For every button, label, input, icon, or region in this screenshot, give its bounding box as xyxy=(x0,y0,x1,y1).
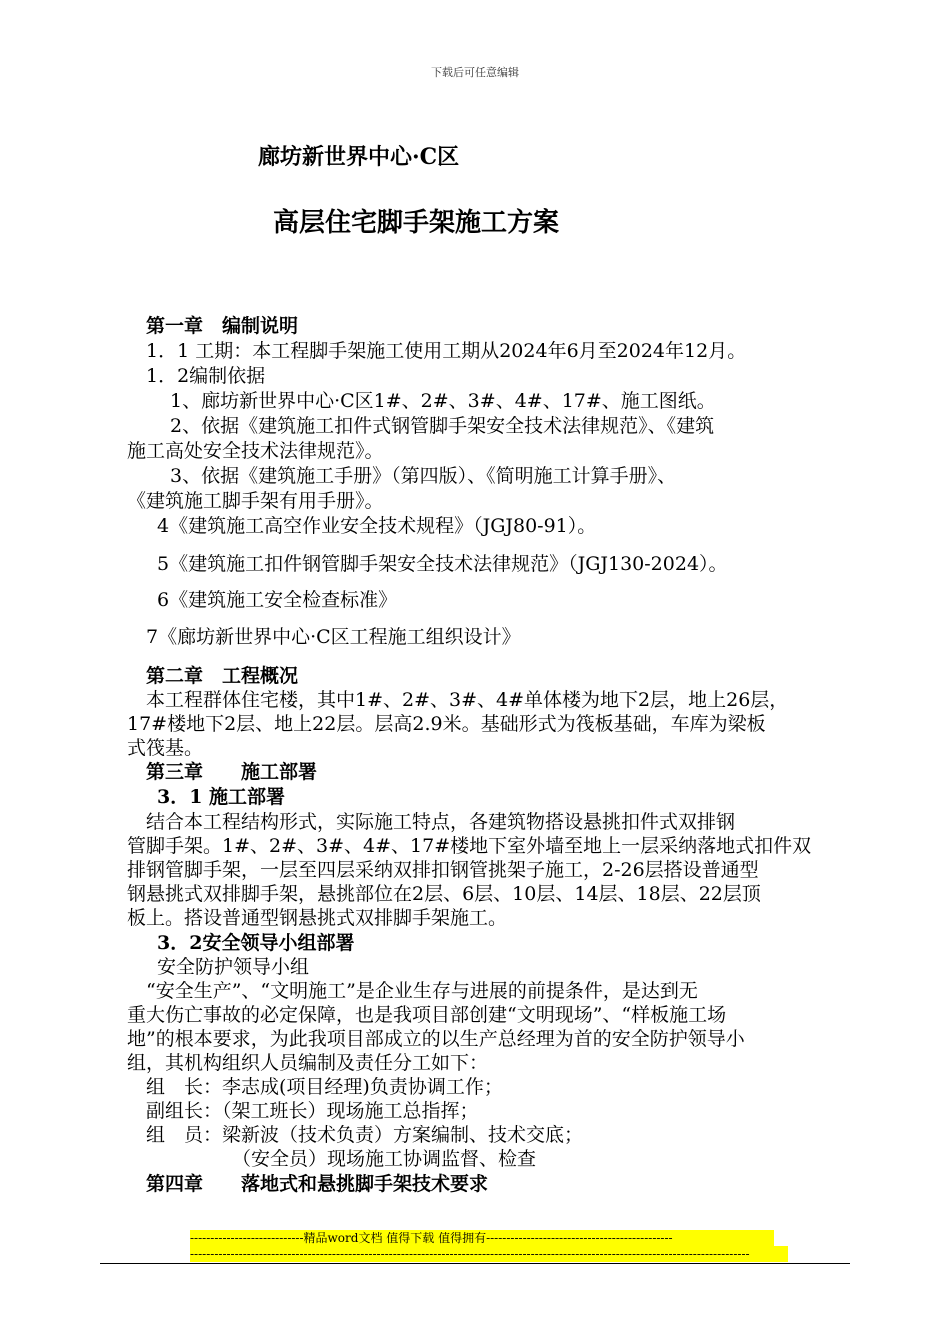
footer-banner-line1: ----------------------------精品word文档 值得下载 值得拥有---------------------------------------------- xyxy=(190,1230,774,1246)
document-title-line1: 廊坊新世界中心·C区 xyxy=(258,144,460,170)
body-text-line: 钢悬挑式双排脚手架，悬挑部位在2层、6层、10层、14层、18层、22层顶 xyxy=(127,883,761,905)
body-text-line: 本工程群体住宅楼，其中1#、2#、3#、4#单体楼为地下2层，地上26层， xyxy=(146,689,789,711)
body-text-line: 重大伤亡事故的必定保障，也是我项目部创建“文明现场”、“样板施工场 xyxy=(127,1004,727,1026)
body-text-line: 5《建筑施工扣件钢管脚手架安全技术法律规范》（JGJ130-2024）。 xyxy=(157,553,728,575)
body-text-line: 安全防护领导小组 xyxy=(157,956,310,978)
section-heading: 第一章 编制说明 xyxy=(146,315,299,337)
body-text-line: 结合本工程结构形式，实际施工特点，各建筑物搭设悬挑扣件式双排钢 xyxy=(146,811,736,833)
body-text-line: 7《廊坊新世界中心·C区工程施工组织设计》 xyxy=(146,626,521,648)
body-text-line: 板上。搭设普通型钢悬挑式双排脚手架施工。 xyxy=(127,907,508,929)
body-text-line: 排钢管脚手架，一层至四层采纳双排扣钢管挑架子施工，2-26层搭设普通型 xyxy=(127,859,759,881)
body-text-line: 施工高处安全技术法律规范》。 xyxy=(127,440,384,462)
footer-banner-line2: ------------------------------------------------------------------------------------------------------------------------------------------ xyxy=(190,1246,788,1262)
body-text-line: 组，其机构组织人员编制及责任分工如下： xyxy=(127,1052,489,1074)
header-note: 下载后可任意编辑 xyxy=(431,66,519,79)
body-text-line: 组 长：李志成(项目经理)负责协调工作； xyxy=(146,1076,503,1098)
section-heading: 3．1 施工部署 xyxy=(157,786,286,808)
body-text-line: （安全员）现场施工协调监督、检查 xyxy=(232,1148,537,1170)
body-text-line: 2、依据《建筑施工扣件式钢管脚手架安全技术法律规范》、《建筑 xyxy=(170,415,715,437)
body-text-line: “安全生产”、“文明施工”是企业生存与进展的前提条件，是达到无 xyxy=(146,980,698,1002)
body-text-line: 管脚手架。1#、2#、3#、4#、17#楼地下室外墙至地上一层采纳落地式扣件双 xyxy=(127,835,812,857)
body-text-line: 式筏基。 xyxy=(127,737,204,759)
body-text-line: 4《建筑施工高空作业安全技术规程》（JGJ80-91）。 xyxy=(157,515,597,537)
page-bottom-rule xyxy=(100,1263,850,1264)
body-text-line: 地”的根本要求，为此我项目部成立的以生产总经理为首的安全防护领导小 xyxy=(127,1028,745,1050)
body-text-line: 组 员：梁新波（技术负责）方案编制、技术交底； xyxy=(146,1124,584,1146)
body-text-line: 3、依据《建筑施工手册》（第四版）、《简明施工计算手册》、 xyxy=(170,465,677,487)
body-text-line: 17#楼地下2层、地上22层。层高2.9米。基础形式为筏板基础，车库为梁板 xyxy=(127,713,766,735)
body-text-line: 1．2编制依据 xyxy=(146,365,266,387)
body-text-line: 《建筑施工脚手架有用手册》。 xyxy=(127,490,384,512)
section-heading: 第三章 施工部署 xyxy=(146,761,318,783)
body-text-line: 6《建筑施工安全检查标准》 xyxy=(157,589,398,611)
body-text-line: 副组长：（架工班长）现场施工总指挥； xyxy=(146,1100,479,1122)
body-text-line: 1．1 工期：本工程脚手架施工使用工期从2024年6月至2024年12月。 xyxy=(146,340,747,362)
section-heading: 第二章 工程概况 xyxy=(146,665,299,687)
body-text-line: 1、廊坊新世界中心·C区1#、2#、3#、4#、17#、施工图纸。 xyxy=(170,390,716,412)
section-heading: 第四章 落地式和悬挑脚手架技术要求 xyxy=(146,1173,489,1195)
section-heading: 3．2安全领导小组部署 xyxy=(157,932,355,954)
document-title-line2: 高层住宅脚手架施工方案 xyxy=(273,208,560,238)
